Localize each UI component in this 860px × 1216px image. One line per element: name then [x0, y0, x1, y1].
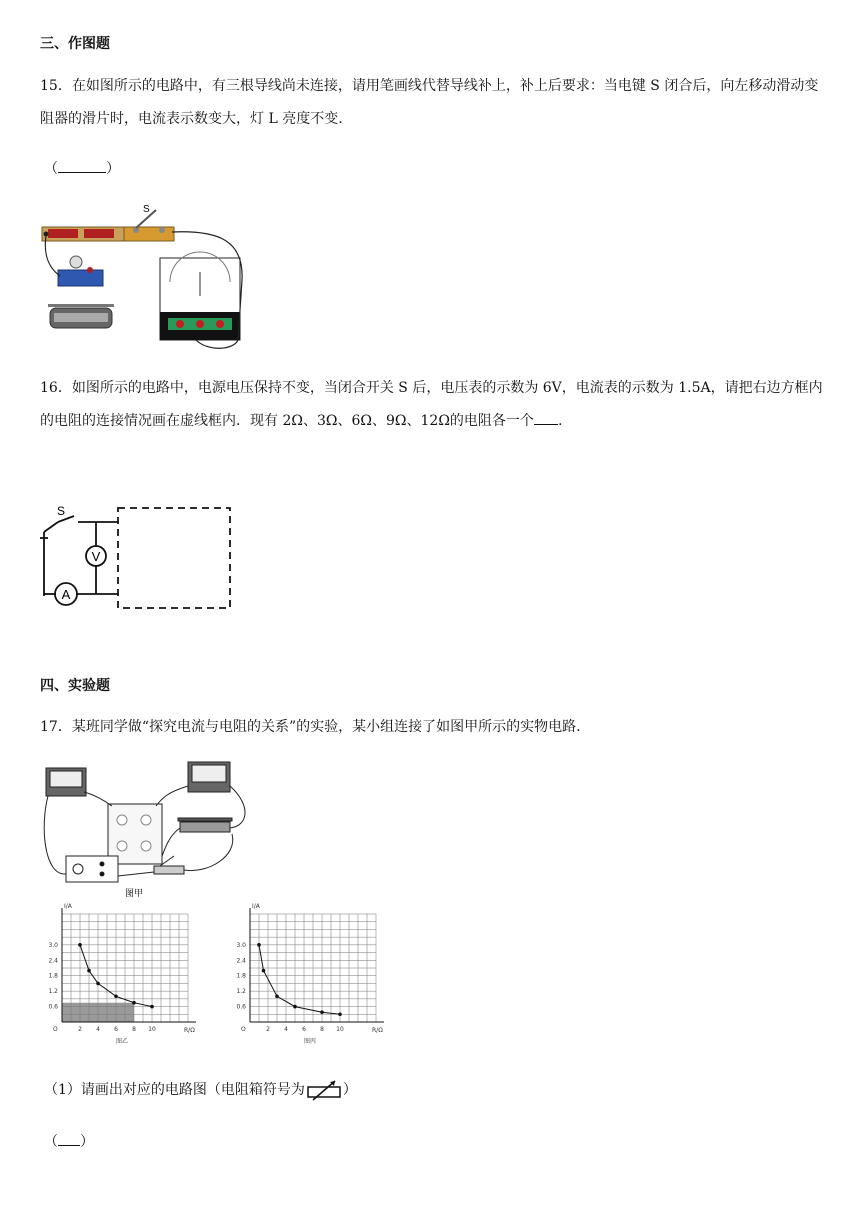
- data-point: [87, 969, 91, 973]
- question-17-sub1: （1）请画出对应的电路图（电阻箱符号为 ）: [44, 1078, 357, 1102]
- origin-label: O: [241, 1026, 246, 1033]
- voltmeter-label: V: [91, 549, 101, 564]
- power-supply: [66, 856, 118, 882]
- x-axis-label: R/Ω: [184, 1027, 195, 1034]
- rheostat-device: [178, 818, 232, 832]
- data-point: [96, 982, 100, 986]
- ammeter-label: A: [61, 587, 71, 602]
- origin-label: O: [53, 1026, 58, 1033]
- question-15-number: 15．: [40, 78, 72, 94]
- section-title-experiment: 四、实验题: [40, 678, 110, 694]
- switch-s: [124, 204, 174, 241]
- data-point: [338, 1012, 342, 1016]
- question-16-number: 16．: [40, 380, 72, 396]
- x-tick-label: 4: [284, 1026, 288, 1033]
- answer-blank-16[interactable]: [534, 424, 558, 425]
- dashed-box: [118, 508, 230, 608]
- chart-title: 图丙: [303, 1038, 317, 1045]
- question-17-text: 某班同学做“探究电流与电阻的关系”的实验，某小组连接了如图甲所示的实物电路.: [71, 719, 581, 735]
- chart-yi: [40, 900, 210, 1046]
- voltmeter-device: [46, 768, 86, 796]
- question-16: 16．如图所示的电路中，电源电压保持不变，当闭合开关 S 后，电压表的示数为 6V，电流表的示数为 1.5A，请把右边方框内的电阻的连接情况画在虚线框内．现有 2Ω、3Ω、6Ω、9Ω、12Ω的电阻各一个 .: [40, 380, 823, 429]
- x-axis-label: R/Ω: [372, 1027, 383, 1034]
- y-axis-label: I/A: [64, 903, 72, 910]
- data-point: [78, 943, 82, 947]
- answer-blank-15[interactable]: （ ）: [44, 161, 120, 177]
- y-axis-label: I/A: [252, 903, 260, 910]
- chart-bing: [228, 900, 398, 1046]
- question-17-number: 17．: [40, 719, 72, 735]
- chart-title: 图乙: [115, 1038, 129, 1045]
- section-title-drawing: 三、作图题: [40, 36, 110, 52]
- x-tick-label: 4: [96, 1026, 100, 1033]
- y-tick-label: 1.8: [48, 972, 58, 980]
- data-point: [262, 969, 266, 973]
- y-tick-label: 2.4: [48, 957, 58, 965]
- y-tick-label: 2.4: [236, 957, 246, 965]
- data-point: [293, 1005, 297, 1009]
- y-tick-label: 1.2: [236, 988, 246, 996]
- experiment-figure-jia: [38, 756, 253, 900]
- data-point: [114, 994, 118, 998]
- question-16-text: 如图所示的电路中，电源电压保持不变，当闭合开关 S 后，电压表的示数为 6V，电流表的示数为 1.5A，请把右边方框内的电阻的连接情况画在虚线框内．现有 2Ω、3Ω、6Ω、9Ω、12Ω的电阻各一个: [40, 380, 823, 429]
- y-tick-label: 1.2: [48, 988, 58, 996]
- resistance-box-symbol-icon: [305, 1078, 343, 1102]
- question-17: [40, 711, 830, 744]
- data-point: [275, 994, 279, 998]
- circuit-figure-16: [36, 500, 236, 615]
- circuit-figure-15: [38, 200, 248, 352]
- y-tick-label: 0.6: [48, 1003, 58, 1011]
- y-tick-label: 0.6: [236, 1003, 246, 1011]
- y-tick-label: 3.0: [236, 941, 246, 949]
- switch-label: S: [143, 204, 150, 215]
- lamp-l: [58, 256, 103, 286]
- resistance-box: [108, 804, 162, 864]
- data-point: [150, 1005, 154, 1009]
- y-tick-label: 3.0: [48, 941, 58, 949]
- question-17-sub1-text: （1）请画出对应的电路图（电阻箱符号为: [44, 1082, 305, 1098]
- data-curve: [259, 945, 340, 1014]
- x-tick-label: 8: [132, 1026, 136, 1033]
- question-15: [40, 70, 830, 136]
- data-point: [257, 943, 261, 947]
- x-tick-label: 2: [78, 1026, 82, 1033]
- ammeter-device: [188, 762, 230, 792]
- x-tick-label: 6: [302, 1026, 306, 1033]
- question-15-text: 在如图所示的电路中，有三根导线尚未连接，请用笔画线代替导线补上，补上后要求：当电键 S 闭合后，向左移动滑动变阻器的滑片时，电流表示数变大，灯 L 亮度不变.: [40, 78, 819, 127]
- x-tick-label: 8: [320, 1026, 324, 1033]
- battery-holder: [42, 227, 126, 241]
- x-tick-label: 2: [266, 1026, 270, 1033]
- answer-blank-17-1[interactable]: （ ）: [44, 1134, 94, 1150]
- x-tick-label: 10: [148, 1026, 156, 1033]
- x-tick-label: 6: [114, 1026, 118, 1033]
- y-tick-label: 1.8: [236, 972, 246, 980]
- data-point: [132, 1001, 136, 1005]
- switch-label: S: [57, 504, 66, 518]
- slide-rheostat: [48, 304, 114, 328]
- data-point: [320, 1010, 324, 1014]
- figure-label-jia: 图甲: [124, 889, 144, 899]
- x-tick-label: 10: [336, 1026, 344, 1033]
- ammeter: [160, 252, 240, 340]
